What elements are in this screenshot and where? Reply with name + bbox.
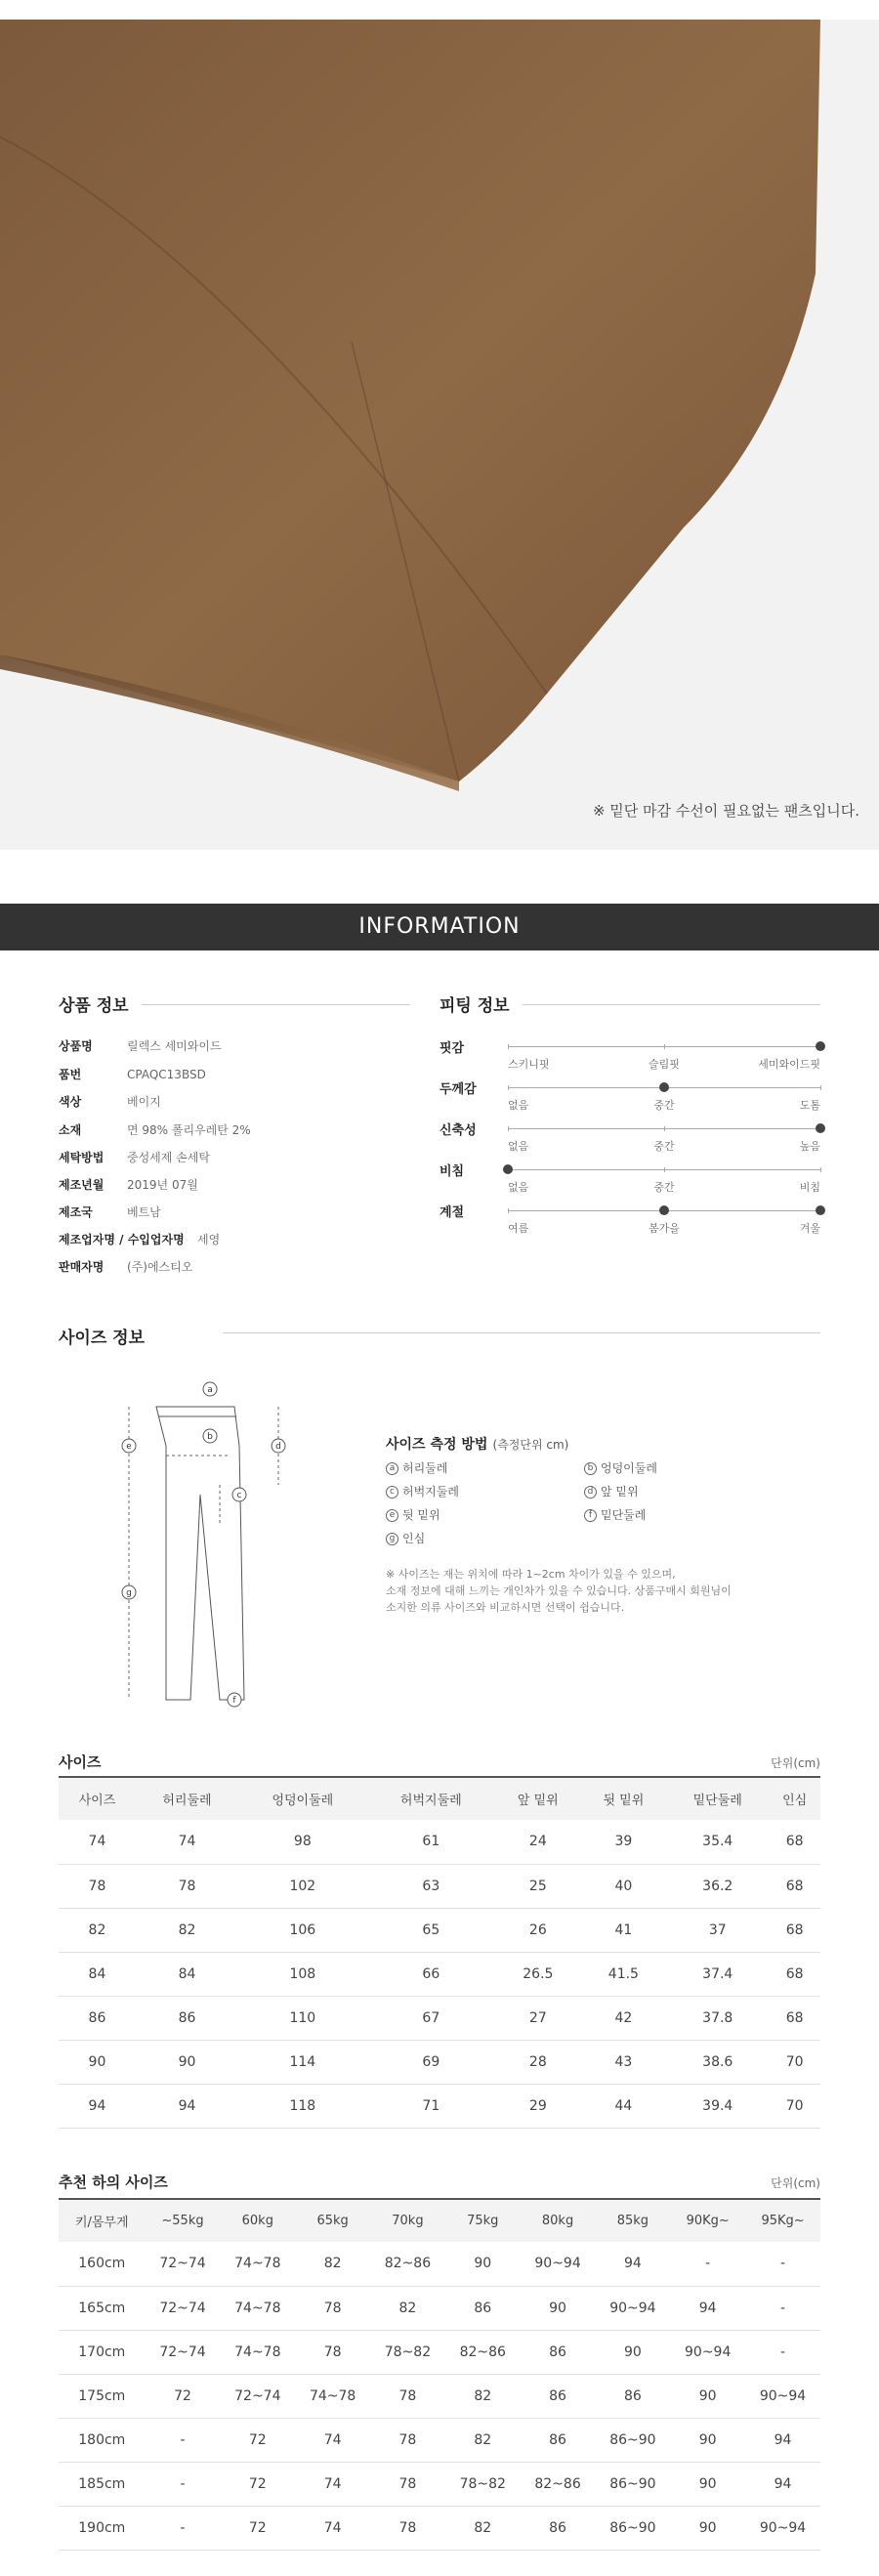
table-cell: 86 xyxy=(521,2506,596,2550)
column-header: 밑단둘레 xyxy=(666,1777,769,1820)
table-cell: 90~94 xyxy=(670,2330,745,2374)
table-row xyxy=(59,1952,820,1996)
table-cell: 37.8 xyxy=(666,1996,769,2040)
photo-note: ※ 밑단 마감 수선이 필요없는 팬츠입니다. xyxy=(592,802,859,820)
table-cell: 82 xyxy=(445,2506,521,2550)
table-cell: 78~82 xyxy=(370,2330,445,2374)
table-cell: 82~86 xyxy=(521,2462,596,2506)
product-row: 판매자명 (주)에스티오 xyxy=(59,1260,193,1274)
fit-option-label: 스키니핏 xyxy=(508,1058,550,1071)
table-cell: 41 xyxy=(581,1908,667,1952)
table-cell: 84 xyxy=(59,1952,136,1996)
size-table-title: 사이즈 xyxy=(59,1753,102,1771)
table-cell: - xyxy=(670,2242,745,2286)
column-header: 사이즈 xyxy=(59,1777,136,1820)
table-cell: 74 xyxy=(59,1820,136,1864)
product-row: 세탁방법 중성세제 손세탁 xyxy=(59,1151,210,1164)
column-header: 90Kg~ xyxy=(670,2199,745,2242)
product-row: 품번 CPAQC13BSD xyxy=(59,1068,206,1081)
table-cell: 72~74 xyxy=(146,2242,221,2286)
table-cell: 165cm xyxy=(59,2286,146,2330)
table-cell: 29 xyxy=(495,2084,581,2128)
table-cell: 61 xyxy=(367,1820,495,1864)
table-cell: 78 xyxy=(59,1864,136,1908)
table-cell: 67 xyxy=(367,1996,495,2040)
size-table-unit: 단위(cm) xyxy=(771,1756,820,1770)
fit-option-label: 비침 xyxy=(799,1181,820,1194)
table-cell: 108 xyxy=(238,1952,366,1996)
fit-tick xyxy=(508,1085,509,1090)
table-cell: 86 xyxy=(521,2330,596,2374)
column-header: 인심 xyxy=(769,1777,820,1820)
marker-d: d xyxy=(275,1442,281,1452)
table-cell: 90~94 xyxy=(745,2506,820,2550)
information-banner: INFORMATION xyxy=(0,904,879,950)
divider xyxy=(523,1004,820,1005)
table-row xyxy=(59,2242,820,2286)
table-cell: 78 xyxy=(370,2418,445,2462)
fit-tick xyxy=(508,1044,509,1049)
table-cell: 118 xyxy=(238,2084,366,2128)
fit-option-label: 세미와이드핏 xyxy=(758,1058,820,1071)
column-header: 키/몸무게 xyxy=(59,2199,146,2242)
fit-label: 비침 xyxy=(440,1164,465,1179)
table-cell: 68 xyxy=(769,1864,820,1908)
table-cell: 27 xyxy=(495,1996,581,2040)
fit-option-label: 봄가을 xyxy=(649,1222,680,1235)
fit-scale xyxy=(508,1087,820,1112)
fit-label: 계절 xyxy=(440,1205,465,1220)
method-item: e 뒷 밑위 xyxy=(386,1506,440,1523)
trouser-diagram xyxy=(107,1368,303,1719)
column-header: 65kg xyxy=(295,2199,370,2242)
table-cell: 102 xyxy=(238,1864,366,1908)
table-cell: 44 xyxy=(581,2084,667,2128)
table-cell: 38.6 xyxy=(666,2040,769,2084)
table-cell: 78~82 xyxy=(445,2462,521,2506)
method-item: g 인심 xyxy=(386,1530,425,1546)
fit-option-label: 중간 xyxy=(653,1099,675,1112)
size-table xyxy=(59,1776,820,2129)
table-cell: 82 xyxy=(295,2242,370,2286)
product-info-title: 상품 정보 xyxy=(59,996,129,1016)
fit-tick xyxy=(664,1126,665,1131)
fit-selected-dot xyxy=(659,1082,669,1092)
marker-a: a xyxy=(207,1385,213,1395)
table-cell: 86 xyxy=(59,1996,136,2040)
product-row: 제조업자명 / 수입업자명 세영 xyxy=(59,1233,221,1246)
column-header: 75kg xyxy=(445,2199,521,2242)
fit-tick xyxy=(820,1085,821,1090)
table-cell: 90 xyxy=(521,2286,596,2330)
marker-g: g xyxy=(126,1588,132,1598)
table-cell: 36.2 xyxy=(666,1864,769,1908)
table-cell: 25 xyxy=(495,1864,581,1908)
product-row: 제조국 베트남 xyxy=(59,1205,161,1219)
table-cell: 26.5 xyxy=(495,1952,581,1996)
table-cell: 90~94 xyxy=(521,2242,596,2286)
table-cell: 180cm xyxy=(59,2418,146,2462)
method-item: a 허리둘레 xyxy=(386,1459,447,1476)
table-row xyxy=(59,1820,820,1864)
fit-tick xyxy=(664,1167,665,1172)
table-cell: 26 xyxy=(495,1908,581,1952)
table-cell: 114 xyxy=(238,2040,366,2084)
fit-tick xyxy=(508,1126,509,1131)
table-cell: 37.4 xyxy=(666,1952,769,1996)
product-row: 상품명 릴렉스 세미와이드 xyxy=(59,1039,222,1053)
fit-selected-dot xyxy=(503,1164,513,1174)
table-cell: 24 xyxy=(495,1820,581,1864)
table-cell: 28 xyxy=(495,2040,581,2084)
table-cell: 86 xyxy=(445,2286,521,2330)
table-cell: 90~94 xyxy=(595,2286,670,2330)
table-cell: 82 xyxy=(136,1908,238,1952)
table-cell: 78 xyxy=(370,2374,445,2418)
table-cell: 90 xyxy=(136,2040,238,2084)
fit-tick xyxy=(664,1044,665,1049)
table-cell: 74~78 xyxy=(220,2242,295,2286)
fit-option-label: 없음 xyxy=(508,1099,529,1112)
table-cell: 82 xyxy=(445,2374,521,2418)
table-cell: 78 xyxy=(136,1864,238,1908)
column-header: 70kg xyxy=(370,2199,445,2242)
table-row xyxy=(59,1908,820,1952)
table-cell: 66 xyxy=(367,1952,495,1996)
table-cell: 86~90 xyxy=(595,2462,670,2506)
fit-option-label: 슬림핏 xyxy=(649,1058,680,1071)
table-cell: 74~78 xyxy=(220,2330,295,2374)
table-cell: 90 xyxy=(670,2506,745,2550)
table-cell: 90 xyxy=(445,2242,521,2286)
table-cell: 90 xyxy=(59,2040,136,2084)
table-cell: 86 xyxy=(521,2374,596,2418)
table-cell: - xyxy=(745,2242,820,2286)
table-cell: 68 xyxy=(769,1952,820,1996)
fit-label: 핏감 xyxy=(440,1041,465,1056)
method-item: b 엉덩이둘레 xyxy=(584,1459,657,1476)
table-cell: 78 xyxy=(370,2506,445,2550)
method-item: f 밑단둘레 xyxy=(584,1506,646,1523)
measure-method-heading: 사이즈 측정 방법 (측정단위 cm) xyxy=(386,1437,569,1453)
fit-scale xyxy=(508,1046,820,1071)
table-cell: 78 xyxy=(370,2462,445,2506)
fit-label: 신축성 xyxy=(440,1123,477,1138)
table-cell: 86~90 xyxy=(595,2418,670,2462)
marker-b: b xyxy=(207,1432,213,1442)
table-cell: 65 xyxy=(367,1908,495,1952)
table-cell: 72~74 xyxy=(220,2374,295,2418)
table-cell: 42 xyxy=(581,1996,667,2040)
table-cell: 70 xyxy=(769,2040,820,2084)
table-cell: 90 xyxy=(595,2330,670,2374)
table-row xyxy=(59,2418,820,2462)
table-cell: 74 xyxy=(295,2506,370,2550)
table-cell: - xyxy=(745,2286,820,2330)
table-row xyxy=(59,2084,820,2128)
column-header: 허리둘레 xyxy=(136,1777,238,1820)
table-cell: 82 xyxy=(370,2286,445,2330)
table-cell: 70 xyxy=(769,2084,820,2128)
table-cell: 68 xyxy=(769,1820,820,1864)
table-cell: 84 xyxy=(136,1952,238,1996)
column-header: 95Kg~ xyxy=(745,2199,820,2242)
table-cell: 68 xyxy=(769,1908,820,1952)
table-cell: 72 xyxy=(220,2418,295,2462)
table-cell: 90 xyxy=(670,2462,745,2506)
column-header: 허벅지둘레 xyxy=(367,1777,495,1820)
table-cell: 74~78 xyxy=(220,2286,295,2330)
method-item: c 허벅지둘레 xyxy=(386,1483,459,1499)
fit-option-label: 높음 xyxy=(799,1140,820,1153)
table-cell: 185cm xyxy=(59,2462,146,2506)
table-cell: 72 xyxy=(220,2462,295,2506)
table-row xyxy=(59,2374,820,2418)
fit-option-label: 도톰 xyxy=(799,1099,820,1112)
table-cell: 74~78 xyxy=(295,2374,370,2418)
table-cell: 41.5 xyxy=(581,1952,667,1996)
table-row xyxy=(59,2040,820,2084)
table-cell: 190cm xyxy=(59,2506,146,2550)
table-cell: - xyxy=(745,2330,820,2374)
fit-option-label: 겨울 xyxy=(799,1222,820,1235)
table-cell: 94 xyxy=(136,2084,238,2128)
table-cell: 63 xyxy=(367,1864,495,1908)
table-cell: 94 xyxy=(59,2084,136,2128)
method-item: d 앞 밑위 xyxy=(584,1483,639,1499)
table-cell: 78 xyxy=(295,2330,370,2374)
table-cell: 82~86 xyxy=(445,2330,521,2374)
divider xyxy=(142,1004,410,1005)
column-header: 앞 밑위 xyxy=(495,1777,581,1820)
table-cell: - xyxy=(146,2462,221,2506)
fit-option-label: 중간 xyxy=(653,1181,675,1194)
table-row xyxy=(59,1996,820,2040)
table-cell: 68 xyxy=(769,1996,820,2040)
table-cell: 82 xyxy=(445,2418,521,2462)
table-row xyxy=(59,2462,820,2506)
table-cell: 98 xyxy=(238,1820,366,1864)
fit-selected-dot xyxy=(816,1205,825,1215)
column-header: 뒷 밑위 xyxy=(581,1777,667,1820)
table-row xyxy=(59,2286,820,2330)
fit-option-label: 없음 xyxy=(508,1140,529,1153)
divider xyxy=(223,1332,820,1333)
table-cell: 74 xyxy=(295,2418,370,2462)
table-cell: 78 xyxy=(295,2286,370,2330)
table-cell: 94 xyxy=(595,2242,670,2286)
table-cell: 160cm xyxy=(59,2242,146,2286)
marker-e: e xyxy=(126,1442,132,1452)
marker-f: f xyxy=(232,1696,236,1706)
rec-table xyxy=(59,2198,820,2551)
table-cell: 106 xyxy=(238,1908,366,1952)
fit-option-label: 여름 xyxy=(508,1222,529,1235)
table-cell: 90 xyxy=(670,2374,745,2418)
column-header: 80kg xyxy=(521,2199,596,2242)
table-cell: 86 xyxy=(521,2418,596,2462)
table-cell: 86 xyxy=(595,2374,670,2418)
table-cell: 43 xyxy=(581,2040,667,2084)
column-header: 85kg xyxy=(595,2199,670,2242)
table-cell: 90 xyxy=(670,2418,745,2462)
table-cell: - xyxy=(146,2506,221,2550)
table-row xyxy=(59,2330,820,2374)
size-info-title: 사이즈 정보 xyxy=(59,1329,146,1348)
table-cell: 72 xyxy=(220,2506,295,2550)
table-cell: 69 xyxy=(367,2040,495,2084)
product-row: 색상 베이지 xyxy=(59,1095,161,1109)
table-cell: 170cm xyxy=(59,2330,146,2374)
product-photo xyxy=(0,20,879,850)
product-row: 제조년월 2019년 07월 xyxy=(59,1178,198,1192)
fit-tick xyxy=(508,1208,509,1213)
rec-table-title: 추천 하의 사이즈 xyxy=(59,2174,168,2191)
fit-selected-dot xyxy=(816,1041,825,1051)
table-cell: 90~94 xyxy=(745,2374,820,2418)
table-cell: 110 xyxy=(238,1996,366,2040)
fitting-info-title: 피팅 정보 xyxy=(440,996,510,1016)
column-header: ~55kg xyxy=(146,2199,221,2242)
rec-table-unit: 단위(cm) xyxy=(771,2176,820,2190)
table-cell: 94 xyxy=(745,2462,820,2506)
fit-option-label: 중간 xyxy=(653,1140,675,1153)
fit-selected-dot xyxy=(816,1123,825,1133)
marker-c: c xyxy=(236,1491,242,1500)
table-cell: 74 xyxy=(295,2462,370,2506)
table-cell: 72~74 xyxy=(146,2330,221,2374)
table-cell: 39.4 xyxy=(666,2084,769,2128)
table-row xyxy=(59,1864,820,1908)
table-cell: 94 xyxy=(670,2286,745,2330)
fit-option-label: 없음 xyxy=(508,1181,529,1194)
fit-scale xyxy=(508,1210,820,1235)
table-cell: 86 xyxy=(136,1996,238,2040)
fit-selected-dot xyxy=(659,1205,669,1215)
product-row: 소재 면 98% 폴리우레탄 2% xyxy=(59,1123,251,1137)
trouser-hem-image xyxy=(0,20,879,850)
fit-tick xyxy=(820,1167,821,1172)
table-cell: 37 xyxy=(666,1908,769,1952)
column-header: 60kg xyxy=(220,2199,295,2242)
fit-scale xyxy=(508,1128,820,1153)
table-cell: 71 xyxy=(367,2084,495,2128)
column-header: 엉덩이둘레 xyxy=(238,1777,366,1820)
table-cell: 72 xyxy=(146,2374,221,2418)
table-cell: 94 xyxy=(745,2418,820,2462)
table-cell: 40 xyxy=(581,1864,667,1908)
fit-scale xyxy=(508,1169,820,1194)
size-note: ※ 사이즈는 재는 위치에 따라 1~2cm 차이가 있을 수 있으며, 소재 정보에 대해 느끼는 개인차가 있을 수 있습니다. 상품구매시 회원님이 소지한 의류 사이즈와 비교하시면 선택이 쉽습니다. xyxy=(386,1568,732,1614)
table-cell: 86~90 xyxy=(595,2506,670,2550)
table-cell: - xyxy=(146,2418,221,2462)
table-row xyxy=(59,2506,820,2550)
table-cell: 72~74 xyxy=(146,2286,221,2330)
table-cell: 35.4 xyxy=(666,1820,769,1864)
table-cell: 82 xyxy=(59,1908,136,1952)
table-cell: 74 xyxy=(136,1820,238,1864)
fit-label: 두께감 xyxy=(440,1082,477,1097)
table-cell: 175cm xyxy=(59,2374,146,2418)
table-cell: 82~86 xyxy=(370,2242,445,2286)
table-cell: 39 xyxy=(581,1820,667,1864)
